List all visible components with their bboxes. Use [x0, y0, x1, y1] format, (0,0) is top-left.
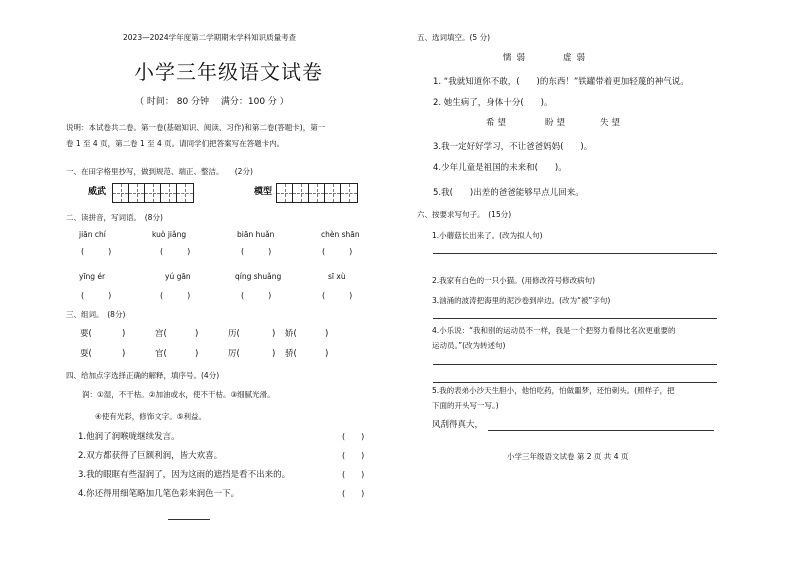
answer-blank[interactable]: ( ) [241, 291, 272, 300]
answer-blank[interactable]: ( ) [342, 451, 365, 460]
q5-item: 3.我一定好好学习，不让爸爸妈妈( )。 [433, 142, 593, 152]
q4-item: 2.双方都获得了巨额利润，皆大欢喜。 [78, 451, 223, 461]
answer-line[interactable] [433, 364, 717, 365]
word-char: 官( [155, 349, 167, 359]
grid-cell[interactable] [177, 184, 193, 202]
q5-item: 5.我( )出差的爸爸能够早点儿回来。 [433, 188, 584, 198]
answer-blank[interactable]: ( ) [160, 291, 191, 300]
q6-item: 运动员。”(改为转述句) [432, 341, 506, 350]
q1-word-2: 模型 [254, 187, 273, 197]
pinyin-label: kuò jiǎng [152, 230, 187, 239]
q1-word-1: 威武 [88, 187, 107, 197]
word-char: 耍( [80, 349, 92, 359]
grid-cell[interactable] [113, 184, 129, 202]
q5-item: 1. “我就知道你不敢，( )的东西！”铁罐带着更加轻蔑的神气说。 [433, 77, 689, 87]
q6-item: 4.小乐说：“我和别的运动员不一样，我是一个把努力看得比名次更重要的 [432, 326, 676, 335]
pinyin-label: jiān chí [79, 230, 106, 239]
q6-item: 1.小蘑菇长出来了。(改为拟人句) [432, 231, 543, 240]
definitions-line-2: ④使有光彩，修饰文字。⑤利益。 [95, 412, 206, 421]
definitions-line-1: 润：①湿，不干枯。②加油或水，使不干枯。③细腻光滑。 [82, 390, 275, 399]
pinyin-label: biān huǎn [237, 230, 275, 239]
answer-blank[interactable]: ( ) [241, 247, 272, 256]
answer-line[interactable] [488, 430, 714, 431]
pinyin-label: chèn shān [321, 230, 360, 239]
time-score: （ 时间： 80 分钟 满分：100 分 ） [135, 97, 289, 107]
pinyin-label: yú gān [165, 272, 191, 281]
grid-cell[interactable] [145, 184, 161, 202]
word-close: ) [272, 329, 276, 339]
q6-item-5-start: 风刮得真大， [432, 420, 484, 430]
word-choice: 盼望 [545, 118, 569, 128]
word-close: ) [195, 329, 199, 339]
q4-item: 1.他润了润喉咙继续发言。 [78, 432, 180, 442]
q6-item: 3.汹涌的波涛把海里的泥沙卷到岸边。(改为“被”字句) [432, 296, 611, 305]
word-char: 要( [80, 329, 92, 339]
word-char: 厉( [228, 349, 240, 359]
q6-item: 5.我的表弟小沙天生胆小，他怕吃药，怕做噩梦，还怕刺头。(照样子，把 [432, 386, 675, 395]
grid-cell[interactable] [161, 184, 177, 202]
answer-blank[interactable]: ( ) [342, 470, 365, 479]
word-close: ) [272, 349, 276, 359]
instructions-line-2: 卷 1 至 4 页，第二卷 1 至 4 页。请同学们把答案写在答题卡内。 [66, 139, 285, 148]
pinyin-label: yīng ér [79, 272, 106, 281]
grid-cell[interactable] [277, 184, 293, 202]
word-char: 历( [228, 329, 240, 339]
word-close: ) [325, 329, 329, 339]
q6-item: 下面的开头写一写。) [432, 401, 499, 410]
word-choice: 失望 [600, 118, 624, 128]
grid-cell[interactable] [309, 184, 325, 202]
grid-cell[interactable] [325, 184, 341, 202]
grid-cell[interactable] [341, 184, 357, 202]
word-close: ) [122, 329, 126, 339]
answer-blank[interactable]: ( ) [342, 432, 365, 441]
answer-line[interactable] [433, 253, 717, 254]
grid-cell[interactable] [129, 184, 145, 202]
answer-line[interactable] [433, 382, 717, 383]
word-choice: 虚弱 [563, 53, 591, 63]
word-choice: 懦弱 [503, 53, 531, 63]
exam-subtitle: 2023—2024学年度第二学期期末学科知识质量考查 [123, 33, 297, 42]
word-char: 骄( [285, 349, 297, 359]
copy-grid-1[interactable] [112, 183, 194, 203]
q5-item: 4.少年儿童是祖国的未来和( )。 [433, 163, 567, 173]
word-char: 娇( [285, 329, 297, 339]
word-close: ) [122, 349, 126, 359]
pinyin-label: qíng shuǎng [235, 272, 282, 281]
q5-title: 五、选词填空。(5 分) [417, 33, 491, 42]
answer-blank[interactable]: ( ) [342, 489, 365, 498]
q6-item: 2.我家有白色的一只小猫。(用修改符号修改病句) [432, 276, 596, 285]
page-footer: 小学三年级语文试卷 第 2 页 共 4 页 [507, 452, 629, 461]
exam-title: 小学三年级语文试卷 [134, 60, 323, 84]
q4-item: 4.你还得用细笔略加几笔色彩来润色一下。 [78, 489, 240, 499]
footer-rule-left [168, 519, 210, 520]
answer-blank[interactable]: ( ) [322, 291, 353, 300]
q6-title: 六、按要求写句子。 (15分) [417, 210, 512, 219]
answer-line[interactable] [433, 318, 717, 319]
q2-title: 二、读拼音，写词语。 (8分) [66, 213, 163, 222]
answer-blank[interactable]: ( ) [81, 247, 112, 256]
word-choice: 希望 [486, 118, 510, 128]
copy-grid-2[interactable] [276, 183, 358, 203]
pinyin-label: sī xù [328, 272, 346, 281]
word-char: 宫( [155, 329, 167, 339]
q4-title: 四、给加点字选择正确的解释，填序号。(4分) [66, 371, 220, 380]
answer-blank[interactable]: ( ) [160, 247, 191, 256]
q5-item: 2. 她生病了，身体十分( )。 [433, 98, 553, 108]
answer-blank[interactable]: ( ) [322, 247, 353, 256]
answer-blank[interactable]: ( ) [81, 291, 112, 300]
q3-title: 三、组词。 (8分) [66, 310, 126, 319]
instructions-line-1: 说明：本试卷共二卷。第一卷(基础知识、阅读、习作)和第二卷(答题卡)，第一 [66, 123, 326, 132]
word-close: ) [195, 349, 199, 359]
q1-title: 一、在田字格里抄写，做到规范、端正、整洁。 (2分) [66, 167, 253, 176]
grid-cell[interactable] [293, 184, 309, 202]
q4-item: 3.我的眼眶有些湿润了，因为这雨的遮挡是看不出来的。 [78, 470, 291, 480]
word-close: ) [325, 349, 329, 359]
